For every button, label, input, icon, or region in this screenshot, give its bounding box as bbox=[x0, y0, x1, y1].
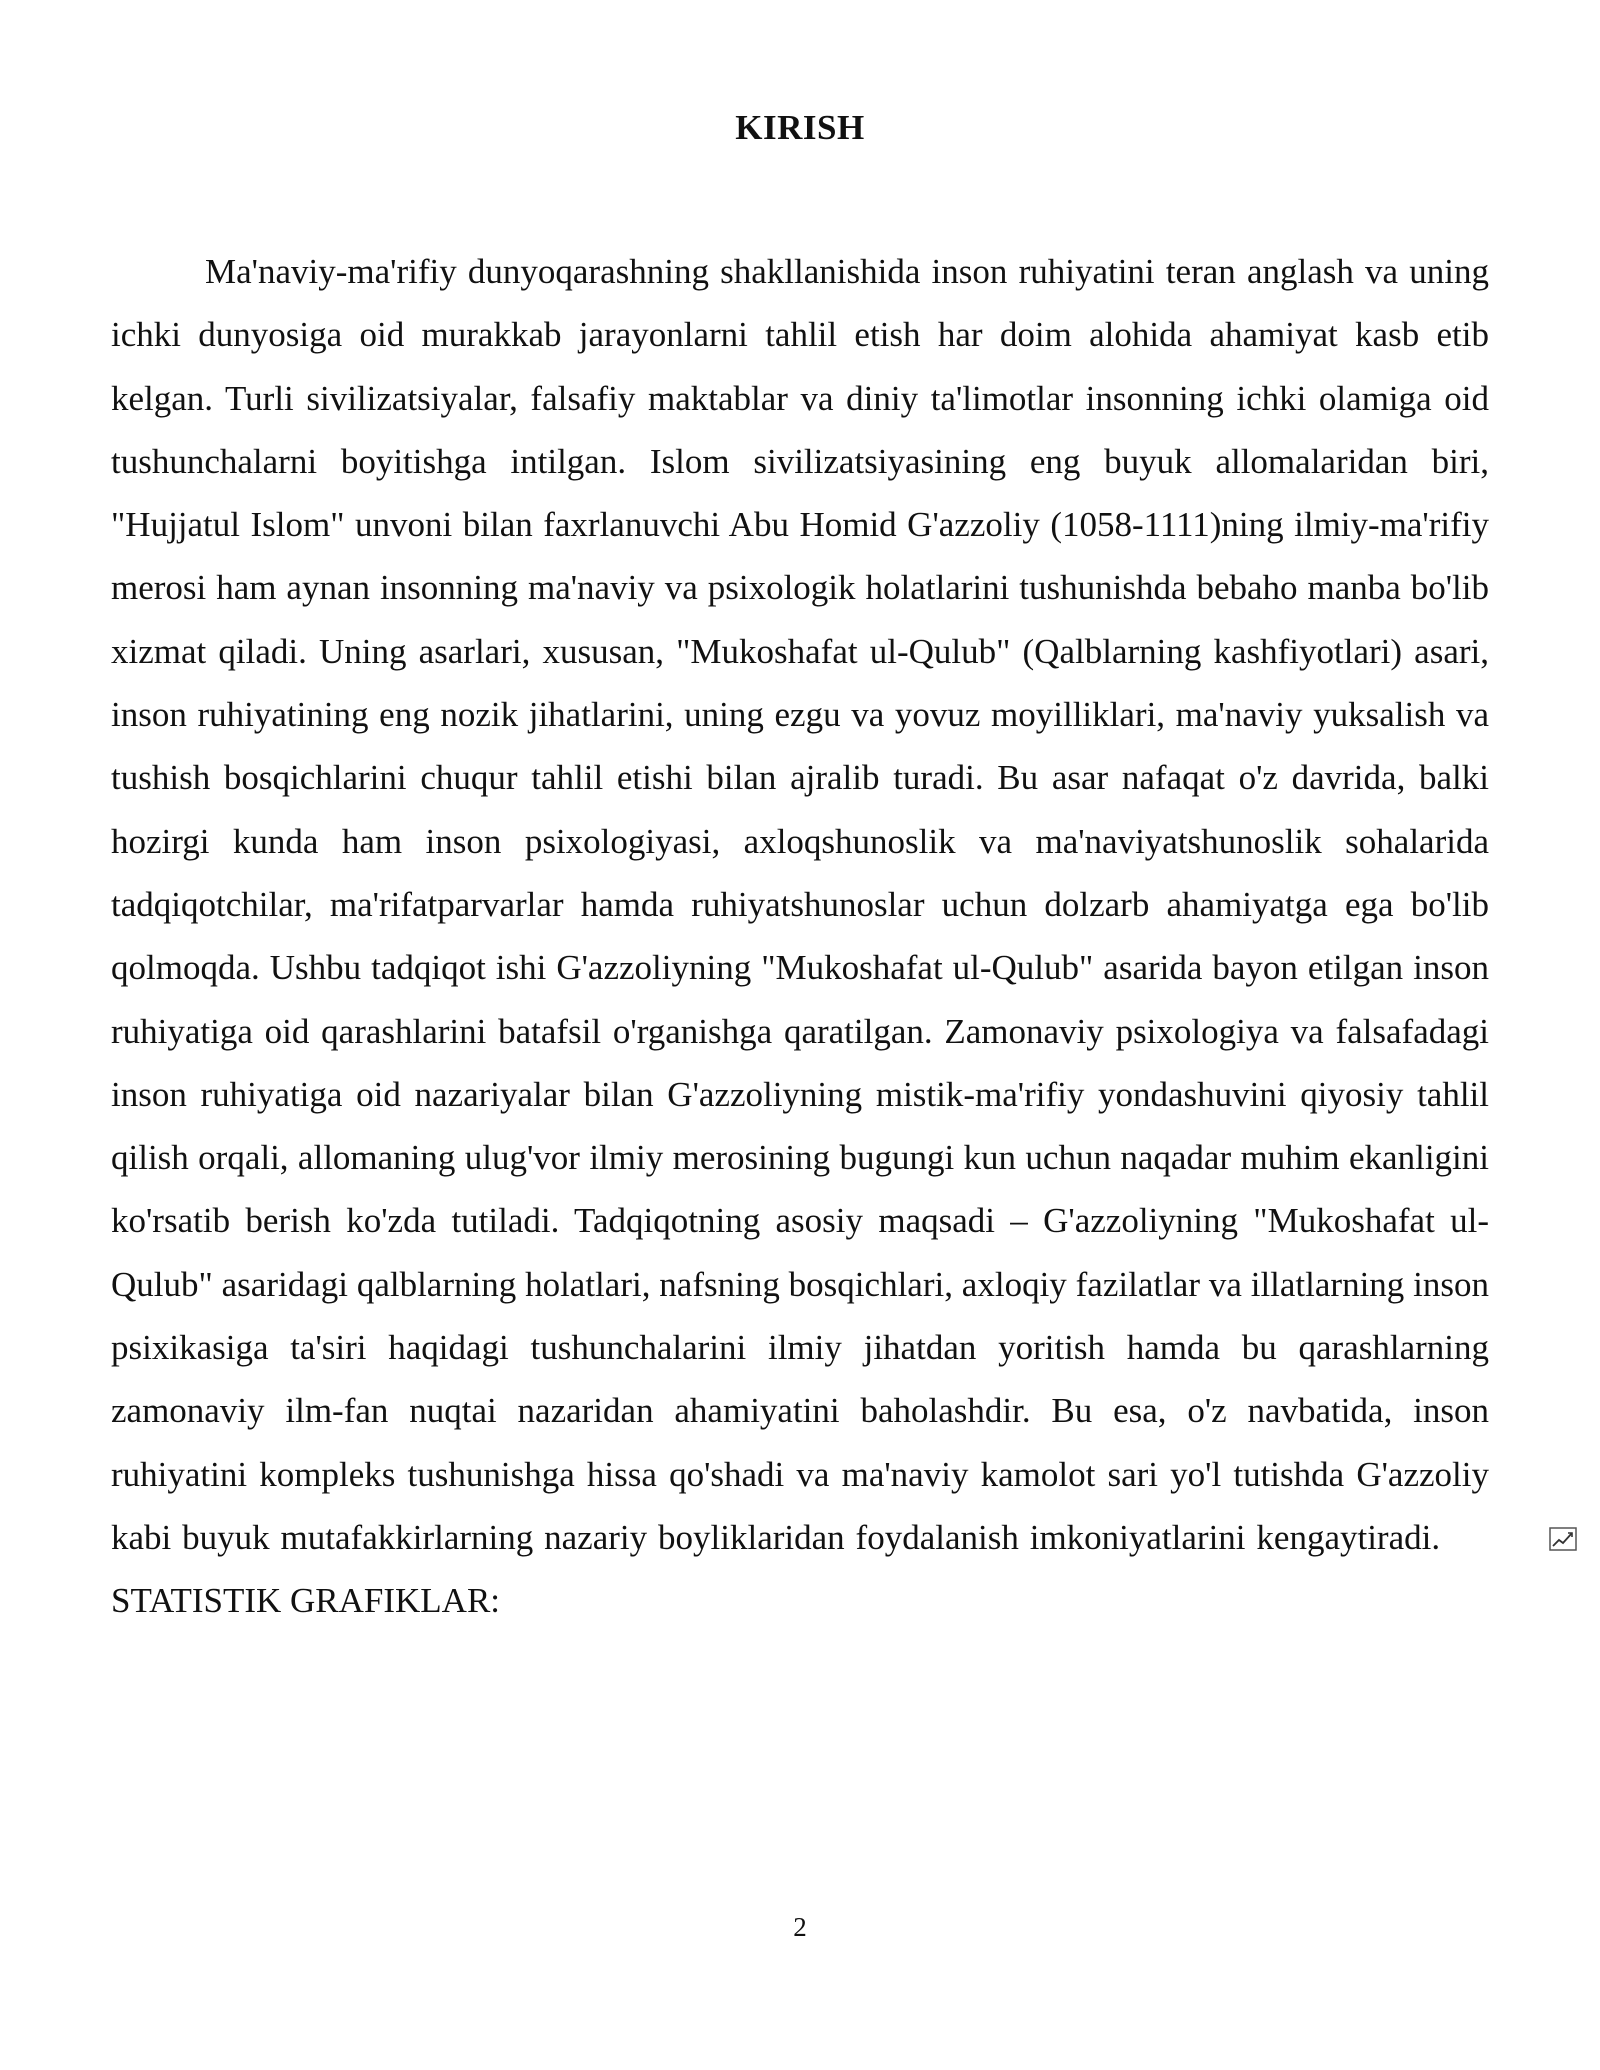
paragraph-text: Ma'naviy-ma'rifiy dunyoqarashning shakllanishida inson ruhiyatini teran anglash va uning ichki dunyosiga oid murakkab jarayonlarni tahlil etish har doim alohida ahamiyat kasb etib kelgan. Turli sivilizatsiyalar, falsafiy maktablar va diniy ta'limotlar insonning ichki olamiga oid tushunchalarni boyitishga intilgan. Islom sivilizatsiyasining eng buyuk allomalaridan biri, "Hujjatul Islom" unvoni bilan faxrlanuvchi Abu Homid G'azzoliy (1058-1111)ning ilmiy-ma'rifiy merosi ham aynan insonning ma'naviy va psixologik holatlarini tushunishda bebaho manba bo'lib xizmat qiladi. Uning asarlari, xususan, "Mukoshafat ul-Qulub" (Qalblarning kashfiyotlari) asari, inson ruhiyatining eng nozik jihatlarini, uning ezgu va yovuz moyilliklari, ma'naviy yuksalish va tushish bosqichlarini chuqur tahlil etishi bilan ajralib turadi. Bu asar nafaqat o'z davrida, balki hozirgi kunda ham inson psixologiyasi, axloqshunoslik va ma'naviyatshunoslik sohalarida tadqiqotchilar, ma'rifatparvarlar hamda ruhiyatshunoslar uchun dolzarb ahamiyatga ega bo'lib qolmoqda. Ushbu tadqiqot ishi G'azzoliyning "Mukoshafat ul-Qulub" asarida bayon etilgan inson ruhiyatiga oid qarashlarini batafsil o'rganishga qaratilgan. Zamonaviy psixologiya va falsafadagi inson ruhiyatiga oid nazariyalar bilan G'azzoliyning mistik-ma'rifiy yondashuvini qiyosiy tahlil qilish orqali, allomaning ulug'vor ilmiy merosining bugungi kun uchun naqadar muhim ekanligini ko'rsatib berish ko'zda tutiladi. Tadqiqotning asosiy maqsadi – G'azzoliyning "Mukoshafat ul-Qulub" asaridagi qalblarning holatlari, nafsning bosqichlari, axloqiy fazilatlar va illatlarning inson psixikasiga ta'siri haqidagi tushunchalarini ilmiy jihatdan yoritish hamda bu qarashlarning zamonaviy ilm-fan nuqtai nazaridan ahamiyatini baholashdir. Bu esa, o'z navbatida, inson ruhiyatini kompleks tushunishga hissa qo'shadi va ma'naviy kamolot sari yo'l tutishda G'azzoliy kabi buyuk mutafakkirlarning nazariy boyliklaridan foydalanish imkoniyatlarini kengaytiradi. bbox=[111, 252, 1489, 1557]
page-number: 2 bbox=[793, 1912, 807, 1942]
page-heading: KIRISH bbox=[735, 108, 865, 147]
chart-increasing-icon bbox=[1455, 1508, 1483, 1532]
body-paragraph bbox=[111, 240, 1489, 1633]
statistics-label: STATISTIK GRAFIKLAR: bbox=[111, 1581, 501, 1621]
